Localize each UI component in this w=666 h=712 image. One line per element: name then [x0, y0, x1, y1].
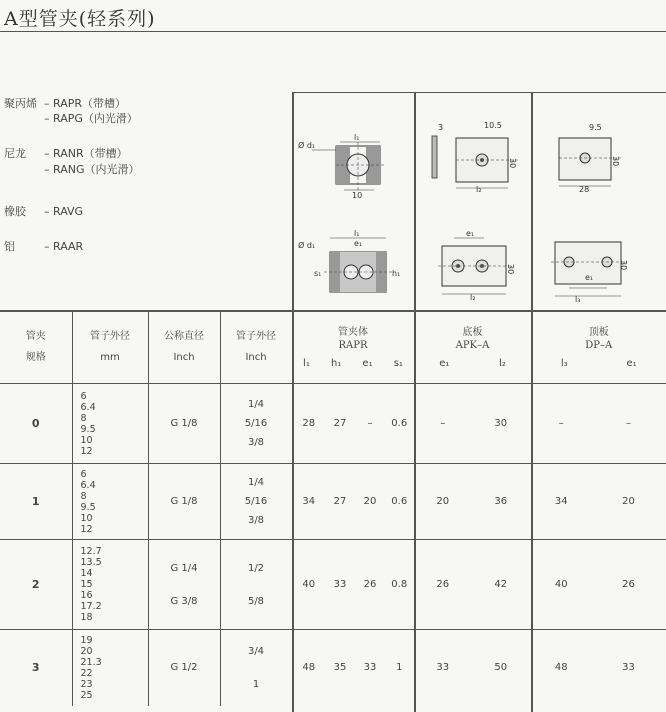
plate-side-view — [432, 136, 437, 178]
l2-label: l₂ — [470, 293, 476, 302]
header-top: 顶板 DP–A l₃ e₁ — [560, 326, 637, 369]
e1-label: e₁ — [354, 239, 363, 248]
table-row: 1 6 6.4 8 9.5 10 12 G 1/8 1/4 5/16 3/8 34 27 20 0.6 20 36 34 20 — [0, 464, 666, 540]
nominal-cell: G 1/4 G 3/8 — [148, 540, 220, 630]
base-plate-drawing — [418, 118, 528, 198]
base-plate-detail-drawing — [418, 222, 528, 306]
dim-c-label: 30 — [611, 156, 620, 167]
h1-label: h₁ — [392, 269, 401, 278]
header-base: 底板 APK–A e₁ l₂ — [414, 311, 531, 384]
clamp-body-drawing — [296, 122, 408, 202]
dim-b-label: 28 — [579, 185, 590, 194]
inch-cell: 3/4 1 — [220, 630, 292, 706]
e1-label: e₁ — [585, 273, 594, 282]
dim-a-label: 3 — [438, 123, 444, 132]
table-row: 3 19 20 21.3 22 23 25 G 1/2 3/4 1 48 35 33 1 33 50 48 33 — [0, 630, 666, 706]
header-body: 管夹体 RAPR l₁ h₁ e₁ s₁ — [292, 311, 414, 384]
inch-cell: 1/4 5/16 3/8 — [220, 384, 292, 464]
dim-c-label: 30 — [506, 264, 515, 275]
header-od-mm: 管子外径 mm — [72, 311, 148, 384]
dim-c-label: 30 — [619, 260, 628, 271]
s1-label: s₁ — [314, 269, 322, 278]
header-od-inch: 管子外径 Inch — [220, 311, 292, 384]
l2-label: l₂ — [476, 185, 482, 194]
dim-c-label: 30 — [508, 158, 517, 169]
material-item: 尼龙 – RANR（带槽） — [4, 147, 128, 160]
material-item: – RAPG（内光滑） — [44, 112, 138, 125]
inch-cell: 1/2 5/8 — [220, 540, 292, 630]
page-title: A型管夹(轻系列) — [4, 8, 156, 30]
l1-label: l₁ — [354, 229, 360, 238]
e1-label: e₁ — [466, 229, 475, 238]
table-row: 0 6 6.4 8 9.5 10 12 G 1/8 1/4 5/16 3/8 28 27 – 0.6 – 30 – – — [0, 384, 666, 464]
table-header — [0, 311, 666, 384]
material-item: – RANG（内光滑） — [44, 163, 140, 176]
header-nominal: 公称直径 Inch — [148, 311, 220, 384]
table-row: 2 12.7 13.5 14 15 16 17.2 18 G 1/4 G 3/8 1/2 5/8 40 33 26 0.8 26 42 40 26 — [0, 540, 666, 630]
material-item: 橡胶 – RAVG — [4, 205, 84, 218]
d1-label: Ø d₁ — [298, 141, 316, 150]
spec-table — [0, 311, 666, 706]
dim-label: 10 — [352, 191, 363, 200]
header-size: 管夹 规格 — [0, 311, 72, 384]
top-plate-detail-drawing — [535, 222, 645, 306]
d1-label: Ø d₁ — [298, 241, 316, 250]
l3-label: l₃ — [575, 295, 581, 304]
material-item: 铝 – RAAR — [4, 240, 84, 253]
dim-a-label: 9.5 — [589, 123, 602, 132]
dim-b-label: 10.5 — [484, 121, 502, 130]
l1-label: l₁ — [354, 133, 360, 142]
top-plate-drawing — [535, 118, 645, 198]
inch-cell: 1/4 5/16 3/8 — [220, 464, 292, 540]
material-item: 聚丙烯 – RAPR（带槽） — [4, 97, 126, 110]
title-rule — [0, 31, 666, 32]
clamp-body-detail-drawing — [296, 226, 408, 306]
